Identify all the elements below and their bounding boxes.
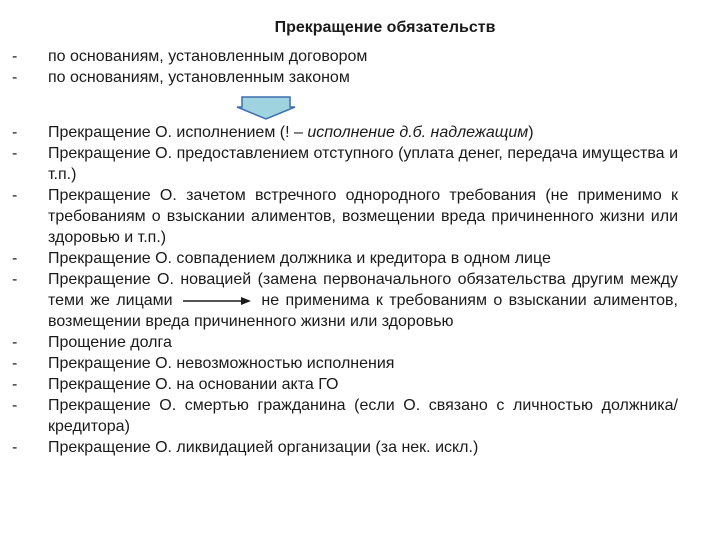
list-item bbox=[10, 353, 678, 374]
item-novation-part1: Прекращение О. новацией (замена первоначального обязательства другим между теми же лицами bbox=[48, 271, 678, 309]
item-novation-part2: не применима к требованиям о взыскании алиментов, возмещении вреда причиненного жизни или здоровью bbox=[48, 292, 678, 330]
ground-contract: по основаниям, установленным договором bbox=[48, 48, 368, 65]
dash-bullet: - bbox=[12, 397, 18, 414]
dash-bullet: - bbox=[12, 145, 18, 162]
item-forgiveness: Прощение долга bbox=[48, 334, 172, 351]
dash-bullet: - bbox=[12, 187, 18, 204]
dash-bullet: - bbox=[12, 271, 18, 288]
dash-bullet: - bbox=[12, 250, 18, 267]
down-arrow-icon bbox=[236, 96, 296, 120]
dash-bullet: - bbox=[12, 334, 18, 351]
list-item bbox=[10, 269, 678, 332]
list-item bbox=[10, 332, 678, 353]
item-liquidation: Прекращение О. ликвидацией организации (за нек. искл.) bbox=[48, 439, 479, 456]
dash-bullet: - bbox=[12, 124, 18, 141]
dash-bullet: - bbox=[12, 48, 18, 65]
item-performance-text: Прекращение О. исполнением (! – bbox=[48, 124, 308, 141]
item-compensation: Прекращение О. предоставлением отступного (уплата денег, передача имущества и т.п.) bbox=[48, 145, 678, 183]
list-item bbox=[10, 374, 678, 395]
item-impossibility: Прекращение О. невозможностью исполнения bbox=[48, 355, 395, 372]
list-item bbox=[10, 395, 678, 437]
list-item bbox=[10, 46, 678, 67]
dash-bullet: - bbox=[12, 355, 18, 372]
item-setoff: Прекращение О. зачетом встречного однородного требования (не применимо к требованиям о взыскании алиментов, возмещении вреда причиненного жизни или здоровью и т.п.) bbox=[48, 187, 678, 246]
grounds-list bbox=[10, 46, 678, 88]
dash-bullet: - bbox=[12, 69, 18, 86]
termination-list bbox=[10, 122, 678, 458]
dash-bullet: - bbox=[12, 376, 18, 393]
item-merger: Прекращение О. совпадением должника и кредитора в одном лице bbox=[48, 250, 551, 267]
list-item bbox=[10, 248, 678, 269]
item-performance-close: ) bbox=[528, 124, 534, 141]
list-item bbox=[10, 122, 678, 143]
page-title: Прекращение обязательств bbox=[274, 19, 496, 36]
list-item bbox=[10, 67, 678, 88]
item-death: Прекращение О. смертью гражданина (если О. связано с личностью должника/кредитора) bbox=[48, 397, 678, 435]
dash-bullet: - bbox=[12, 439, 18, 456]
ground-law: по основаниям, установленным законом bbox=[48, 69, 350, 86]
list-item bbox=[10, 185, 678, 248]
right-arrow-icon bbox=[183, 296, 251, 306]
list-item bbox=[10, 143, 678, 185]
list-item bbox=[10, 437, 678, 458]
item-state-act: Прекращение О. на основании акта ГО bbox=[48, 376, 339, 393]
item-performance-emphasis: исполнение д.б. надлежащим bbox=[307, 124, 529, 141]
